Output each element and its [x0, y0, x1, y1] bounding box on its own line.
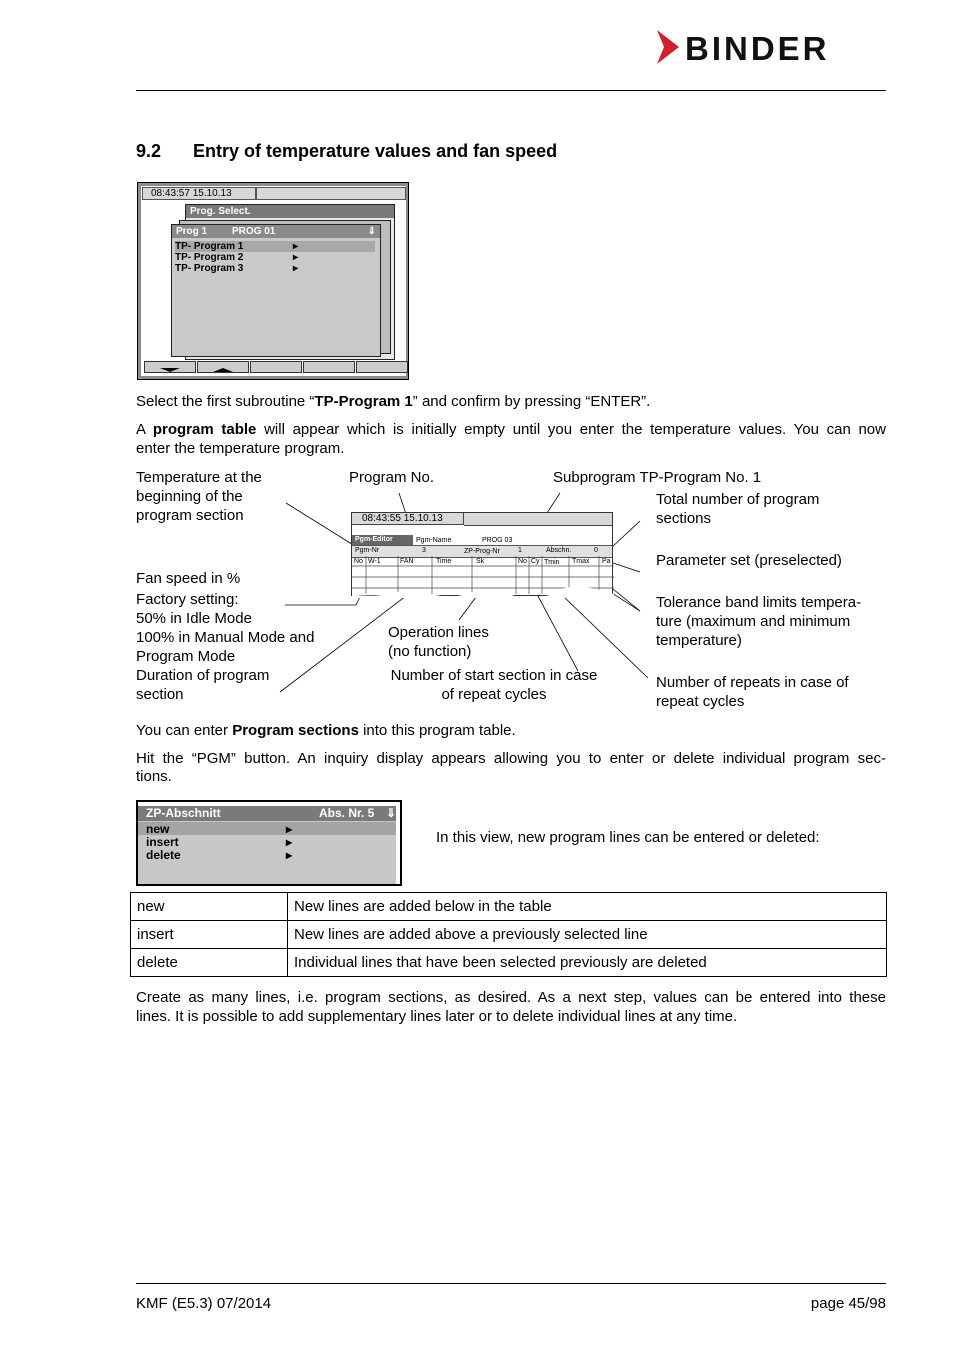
col-header: No	[518, 558, 527, 565]
callout-total-sections	[656, 490, 819, 528]
col-header: Tmax	[572, 558, 590, 565]
program-table-paragraph-line2: enter the temperature program.	[136, 440, 345, 457]
time-display: 08:43:57 15.10.13	[142, 187, 256, 200]
section-number: 9.2	[136, 141, 162, 161]
callout-duration	[136, 666, 269, 704]
callout-line: of repeat cycles	[441, 686, 547, 703]
col-header: Time	[436, 558, 452, 565]
zp-label: ZP-Prog-Nr	[464, 548, 500, 555]
pgm-nr-value: 3	[422, 547, 426, 554]
arrow-right-icon: ▸	[293, 241, 299, 252]
bold-span: Program sections	[232, 722, 359, 739]
callout-line: Temperature at the	[136, 469, 262, 486]
section-title: Entry of temperature values and fan speed	[193, 141, 558, 161]
col-header: Pa	[602, 558, 611, 565]
list-item-label: TP- Program 3	[175, 263, 244, 274]
editor-time: 08:43:55 15.10.13	[352, 513, 464, 525]
menu-item-label: insert	[146, 835, 179, 849]
footer-page-number: page 45/98	[810, 1295, 886, 1312]
pgm-name-label: Pgm-Name	[416, 537, 452, 544]
col-header: Sk	[476, 558, 485, 565]
callout-program-no: Program No.	[349, 469, 435, 486]
table-row	[131, 921, 887, 949]
table-row	[131, 893, 887, 921]
callout-line: repeat cycles	[656, 693, 745, 710]
inquiry-title: ZP-Abschnitt	[146, 806, 221, 820]
callout-temperature	[136, 468, 262, 525]
callout-start-section	[383, 666, 605, 704]
table-row	[131, 949, 887, 977]
pgm-name-value: PROG 03	[482, 537, 513, 544]
col-header: FAN	[400, 558, 414, 565]
col-header: W-1	[368, 558, 381, 565]
operations-table	[130, 892, 887, 977]
abschn-label: Abschn.	[546, 547, 572, 554]
arrow-right-icon: ▸	[286, 848, 293, 862]
callout-line: ture (maximum and minimum	[656, 613, 851, 630]
list-header-name: PROG 01	[232, 226, 276, 237]
callout-line: Number of start section in case	[390, 667, 598, 684]
closing-paragraph-line1: Create as many lines, i.e. program sections, as desired. As a next step, values can be entered into these	[136, 989, 886, 1006]
inquiry-title-bar	[138, 806, 396, 821]
menu-item-delete[interactable]	[146, 848, 293, 862]
callout-repeats	[656, 673, 849, 711]
menu-title: Prog. Select.	[186, 205, 394, 218]
callout-line: Operation lines	[388, 624, 489, 641]
editor-tab[interactable]: Pgm-Editor	[352, 535, 413, 545]
program-editor-screen	[351, 512, 613, 596]
callout-line: Duration of program	[136, 667, 270, 684]
editor-grid	[352, 556, 614, 598]
callout-line: Factory setting:	[136, 591, 239, 608]
callout-line: (no function)	[388, 643, 472, 660]
table-cell-key: new	[131, 893, 288, 921]
arrow-right-icon: ▸	[286, 835, 293, 849]
editor-time-bar	[464, 513, 612, 526]
table-cell-desc: New lines are added above a previously selected line	[288, 921, 887, 949]
callout-line: sections	[656, 510, 712, 527]
callout-line: 50% in Idle Mode	[136, 610, 252, 627]
list-item-label: TP- Program 1	[175, 241, 244, 252]
callout-line: section	[136, 686, 184, 703]
list-header-prog: Prog 1	[176, 226, 208, 237]
pgm-button-paragraph-line1: Hit the “PGM” button. An inquiry display appears allowing you to enter or delete individual program sec-	[136, 750, 886, 767]
inquiry-note: In this view, new program lines can be entered or deleted:	[436, 829, 820, 846]
brand-name: BINDER	[685, 30, 830, 67]
callout-parameter-set: Parameter set (preselected)	[656, 552, 842, 569]
menu-item-label: new	[146, 822, 170, 836]
footer-doc-id: KMF (E5.3) 07/2014	[136, 1295, 272, 1312]
callout-line: Total number of program	[656, 491, 820, 508]
callout-line: beginning of the	[136, 488, 243, 505]
callout-line: Tolerance band limits tempera-	[656, 594, 862, 611]
section-inquiry-screen	[136, 800, 402, 886]
callout-subprogram: Subprogram TP-Program No. 1	[553, 469, 762, 486]
callout-tolerance-band	[656, 593, 861, 650]
callout-line: program section	[136, 507, 244, 524]
text-span: ” and confirm by pressing “ENTER”.	[412, 393, 651, 410]
table-cell-key: delete	[131, 949, 288, 977]
col-header: No	[354, 558, 363, 565]
arrow-right-icon: ▸	[293, 252, 299, 263]
callout-line: 100% in Manual Mode and	[136, 629, 315, 646]
program-sections-paragraph	[136, 721, 516, 740]
list-item-label: TP- Program 2	[175, 252, 244, 263]
selected-row-highlight	[138, 822, 396, 835]
arrow-right-icon: ▸	[286, 822, 293, 836]
section-number-label: Abs. Nr. 5	[319, 806, 375, 820]
footer-rule	[136, 1283, 886, 1284]
closing-paragraph-line2: lines. It is possible to add supplementary lines later or to delete individual lines at any time.	[136, 1008, 738, 1025]
text-span: Select the first subroutine “	[136, 393, 315, 410]
callout-operation-lines	[388, 623, 489, 661]
pgm-nr-label: Pgm-Nr	[355, 547, 380, 554]
arrow-right-icon: ▸	[293, 263, 299, 274]
bold-span: TP-Program 1	[314, 393, 413, 410]
col-header: Tmin	[544, 559, 560, 566]
bold-span: program table	[152, 421, 257, 438]
table-cell-desc: Individual lines that have been selected previously are deleted	[288, 949, 887, 977]
text-span: will appear which is initially empty until you enter the temperature values. You can now	[256, 421, 886, 438]
callout-line: Program Mode	[136, 648, 236, 665]
pgm-button-paragraph-line2: tions.	[136, 768, 172, 785]
callout-fan-speed: Fan speed in %	[136, 570, 241, 587]
scroll-down-icon: ⇓	[367, 226, 376, 237]
abschn-value: 0	[594, 547, 598, 554]
callout-factory-setting	[136, 590, 314, 666]
text-span: into this program table.	[358, 722, 516, 739]
col-header: Cy	[531, 558, 540, 565]
menu-item-label: delete	[146, 848, 181, 862]
callout-line: Number of repeats in case of	[656, 674, 849, 691]
table-cell-key: insert	[131, 921, 288, 949]
text-span: A	[136, 421, 153, 438]
zp-value: 1	[518, 547, 522, 554]
table-cell-desc: New lines are added below in the table	[288, 893, 887, 921]
text-span: You can enter	[136, 722, 233, 739]
callout-line: temperature)	[656, 632, 742, 649]
scroll-down-icon: ⇓	[386, 806, 397, 820]
